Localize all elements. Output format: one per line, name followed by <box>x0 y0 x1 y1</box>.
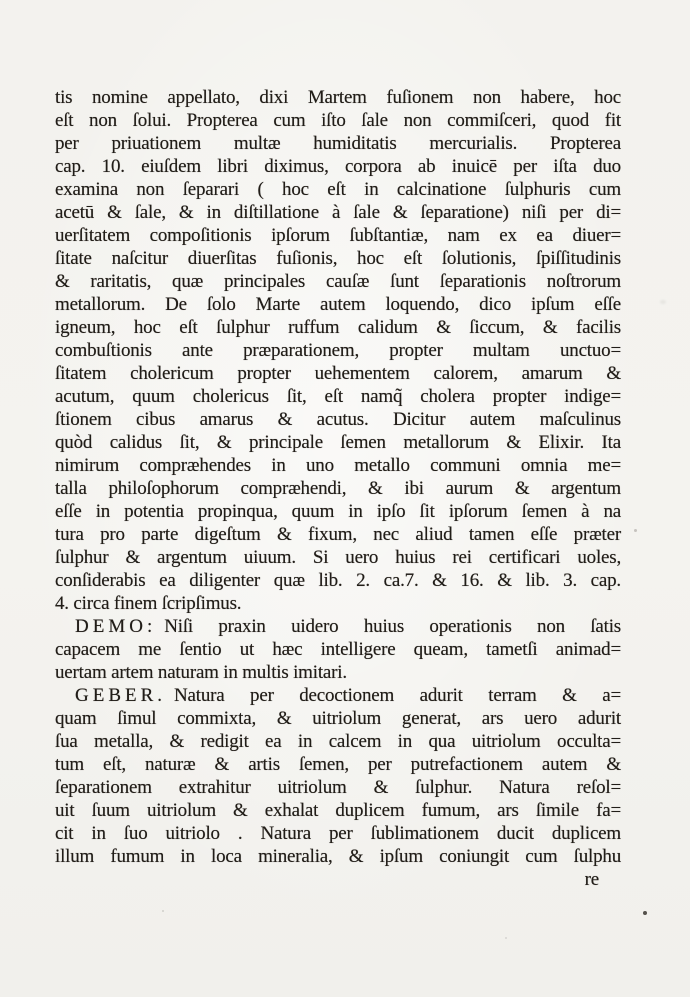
text-line: quòd calidus ſit, & principale ſemen metallorum & Elixir. Ita <box>55 432 621 453</box>
text-line: per priuationem multæ humiditatis mercurialis. Propterea <box>55 133 621 154</box>
scan-speck <box>505 937 507 939</box>
text-line: ſitate naſcitur diuerſitas fuſionis, hoc eſt ſolutionis, ſpiſſitudinis <box>55 248 621 269</box>
text-line: eſt non ſolui. Propterea cum iſto ſale non commiſceri, quod fit <box>55 110 621 131</box>
text-line: cap. 10. eiuſdem libri diximus, corpora ab inuicē per iſta duo <box>55 156 621 177</box>
text-line: ſulphur & argentum uiuum. Si uero huius rei certificari uoles, <box>55 547 621 568</box>
scan-smudge <box>660 300 666 304</box>
text-line: acetū & ſale, & in diſtillatione à ſale & ſeparatione) niſi per di= <box>55 202 621 223</box>
text-line: uertam artem naturam in multis imitari. <box>55 662 347 683</box>
text-line: DEMO: Niſi praxin uidero huius operationis non ſatis <box>75 616 621 637</box>
text-line: ſtionem cibus amarus & acutus. Dicitur autem maſculinus <box>55 409 621 430</box>
text-line: uit ſuum uitriolum & exhalat duplicem fumum, ars ſimile fa= <box>55 800 621 821</box>
catchword: re <box>584 869 599 890</box>
text-line: igneum, hoc eſt ſulphur ruffum calidum & ſiccum, & facilis <box>55 317 621 338</box>
text-line: cit in ſuo uitriolo . Natura per ſublimationem ducit duplicem <box>55 823 621 844</box>
ink-speck <box>643 911 647 915</box>
text-line: talla philoſophorum compræhendi, & ibi aurum & argentum <box>55 478 621 499</box>
text-line: tis nomine appellato, dixi Martem fuſionem non habere, hoc <box>55 87 621 108</box>
text-line: ſitatem cholericum propter uehementem calorem, amarum & <box>55 363 621 384</box>
scan-speck <box>634 529 637 532</box>
text-line: acutum, quum cholericus ſit, eſt namq̃ cholera propter indige= <box>55 386 621 407</box>
text-line: capacem me ſentio ut hæc intelligere queam, tametſi animad= <box>55 639 621 660</box>
lines-container <box>55 86 621 868</box>
speaker-label: DEMO: <box>75 616 157 637</box>
text-line: tum eſt, naturæ & artis ſemen, per putrefactionem autem & <box>55 754 621 775</box>
text-line: illum fumum in loca mineralia, & ipſum coniungit cum ſulphu <box>55 846 621 867</box>
text-line: & raritatis, quæ principales cauſæ ſunt ſeparationis noſtrorum <box>55 271 621 292</box>
text-line: GEBER. Natura per decoctionem adurit terram & a= <box>75 685 621 706</box>
text-line: quam ſimul commixta, & uitriolum generat, ars uero adurit <box>55 708 621 729</box>
text-line: combuſtionis ante præparationem, propter multam unctuo= <box>55 340 621 361</box>
text-block <box>55 86 621 891</box>
text-line: ſua metalla, & redigit ea in calcem in qua uitriolum occulta= <box>55 731 621 752</box>
text-line: metallorum. De ſolo Marte autem loquendo, dico ipſum eſſe <box>55 294 621 315</box>
text-line: ſeparationem extrahitur uitriolum & ſulphur. Natura reſol= <box>55 777 621 798</box>
text-line: eſſe in potentia propinqua, quum in ipſo ſit ipſorum ſemen à na <box>55 501 621 522</box>
text-line: 4. circa finem ſcripſimus. <box>55 593 242 614</box>
speaker-label: GEBER. <box>75 685 167 706</box>
text-line: nimirum compræhendes in uno metallo communi omnia me= <box>55 455 621 476</box>
text-line: examina non ſeparari ( hoc eſt in calcinatione ſulphuris cum <box>55 179 621 200</box>
scan-speck <box>162 910 164 912</box>
text-line: tura pro parte digeſtum & fixum, nec aliud tamen eſſe præter <box>55 524 621 545</box>
text-line: conſiderabis ea diligenter quæ lib. 2. ca.7. & 16. & lib. 3. cap. <box>55 570 621 591</box>
text-line: uerſitatem compoſitionis ipſorum ſubſtantiæ, nam ex ea diuer= <box>55 225 621 246</box>
